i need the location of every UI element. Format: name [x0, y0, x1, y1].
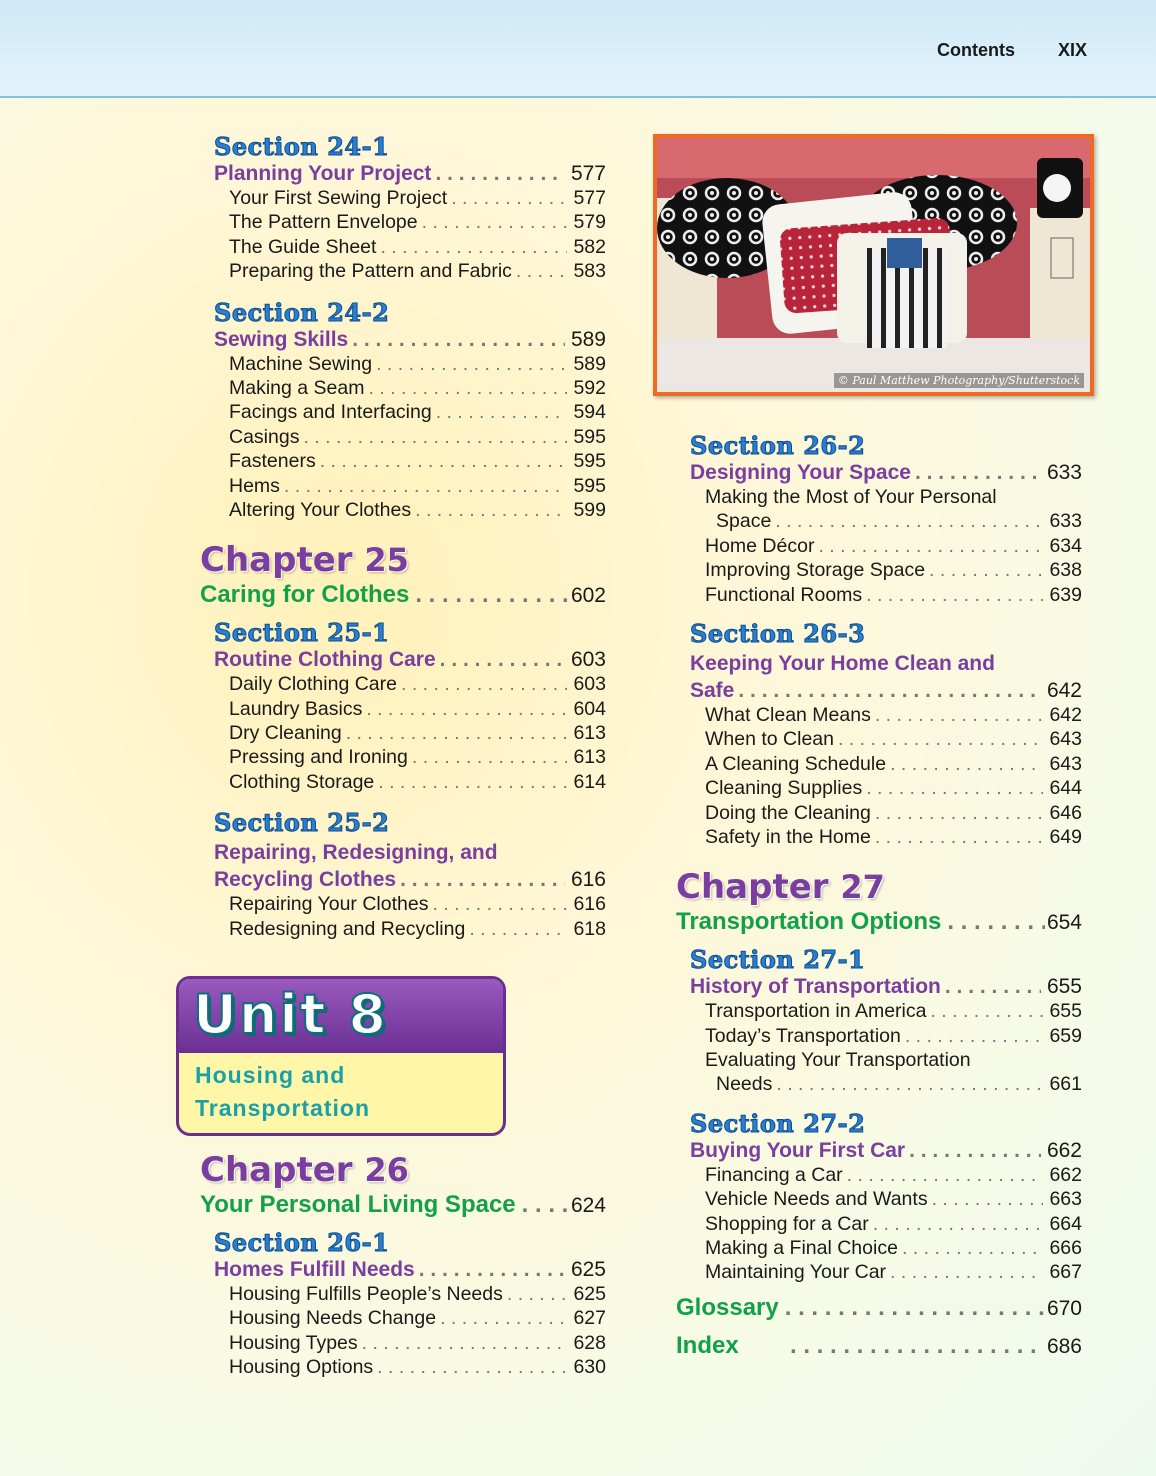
toc-entry[interactable]: Dry Cleaning . . . 613: [229, 721, 606, 745]
toc-entry[interactable]: Vehicle Needs and Wants . . . 663: [705, 1187, 1082, 1211]
toc-entry-line[interactable]: Repairing, Redesigning, and: [214, 841, 498, 865]
toc-entry[interactable]: Improving Storage Space . . . 638: [705, 558, 1082, 582]
section-heading: Section 24-2: [214, 297, 390, 327]
toc-entry[interactable]: Functional Rooms . . . 639: [705, 583, 1082, 607]
toc-entry[interactable]: Redesigning and Recycling . . . 618: [229, 917, 606, 941]
section-heading: Section 26-1: [214, 1228, 390, 1257]
toc-entry[interactable]: Maintaining Your Car . . . 667: [705, 1260, 1082, 1284]
toc-entry[interactable]: Repairing Your Clothes . . . 616: [229, 892, 606, 916]
toc-entry[interactable]: Making a Final Choice . . . 666: [705, 1236, 1082, 1260]
toc-entry[interactable]: What Clean Means . . . 642: [705, 703, 1082, 727]
toc-entry[interactable]: Facings and Interfacing . . . 594: [229, 400, 606, 424]
toc-entry[interactable]: Machine Sewing . . . 589: [229, 352, 606, 376]
section-heading: Section 26-3: [690, 618, 866, 648]
toc-entry[interactable]: Fasteners . . . 595: [229, 449, 606, 473]
chapter-heading: Chapter 26: [200, 1150, 409, 1190]
toc-entry[interactable]: Safe . . . 642: [690, 679, 1082, 703]
toc-entry[interactable]: Housing Types . . . 628: [229, 1331, 606, 1355]
toc-entry[interactable]: Shopping for a Car . . . 664: [705, 1212, 1082, 1236]
toc-entry[interactable]: Cleaning Supplies . . . 644: [705, 776, 1082, 800]
toc-entry[interactable]: Laundry Basics . . . 604: [229, 697, 606, 721]
section-heading: Section 25-1: [214, 618, 390, 648]
toc-entry[interactable]: Space . . . 633: [716, 509, 1082, 533]
toc-entry[interactable]: Planning Your Project . . . 577: [214, 162, 606, 186]
toc-entry[interactable]: Routine Clothing Care . . . 603: [214, 648, 606, 672]
chapter-title-entry[interactable]: Transportation Options . . . 654: [676, 907, 1082, 937]
left-column-lower: [200, 1150, 606, 1380]
toc-entry[interactable]: Doing the Cleaning . . . 646: [705, 801, 1082, 825]
unit-banner[interactable]: [176, 976, 506, 1136]
toc-entry[interactable]: Housing Options . . . 630: [229, 1355, 606, 1379]
unit-title: Unit 8: [193, 983, 388, 1046]
photo-credit: © Paul Matthew Photography/Shutterstock: [834, 373, 1084, 388]
toc-entry[interactable]: Homes Fulfill Needs . . . 625: [214, 1258, 606, 1282]
toc-entry[interactable]: Buying Your First Car . . . 662: [690, 1139, 1082, 1163]
toc-entry-line[interactable]: Keeping Your Home Clean and: [690, 651, 995, 675]
index-entry[interactable]: Index . . . 686: [676, 1331, 1082, 1361]
toc-entry[interactable]: Your First Sewing Project . . . 577: [229, 186, 606, 210]
toc-entry[interactable]: Recycling Clothes . . . 616: [214, 868, 606, 892]
section-heading: Section 27-2: [690, 1108, 866, 1138]
section-heading: Section 25-2: [214, 808, 390, 838]
toc-entry-line[interactable]: Evaluating Your Transportation: [705, 1049, 971, 1072]
toc-entry[interactable]: Casings . . . 595: [229, 425, 606, 449]
left-column: [200, 132, 606, 941]
toc-entry[interactable]: Designing Your Space . . . 633: [690, 461, 1082, 485]
chapter-heading: Chapter 25: [200, 540, 409, 581]
bedroom-photo: [653, 134, 1094, 396]
glossary-entry[interactable]: Glossary . . . 670: [676, 1293, 1082, 1323]
toc-entry[interactable]: Altering Your Clothes . . . 599: [229, 498, 606, 522]
toc-entry[interactable]: A Cleaning Schedule . . . 643: [705, 752, 1082, 776]
toc-entry[interactable]: Housing Needs Change . . . 627: [229, 1306, 606, 1330]
toc-entry[interactable]: Daily Clothing Care . . . 603: [229, 672, 606, 696]
header-page-number: XIX: [1058, 40, 1088, 60]
toc-entry[interactable]: The Pattern Envelope . . . 579: [229, 210, 606, 234]
toc-entry[interactable]: Pressing and Ironing . . . 613: [229, 745, 606, 769]
section-heading: Section 24-1: [214, 132, 390, 161]
toc-entry[interactable]: Transportation in America . . . 655: [705, 999, 1082, 1023]
toc-entry[interactable]: Hems . . . 595: [229, 474, 606, 498]
toc-entry[interactable]: Housing Fulfills People’s Needs . . . 625: [229, 1282, 606, 1306]
toc-entry[interactable]: Needs . . . 661: [716, 1072, 1082, 1096]
toc-entry[interactable]: Financing a Car . . . 662: [705, 1163, 1082, 1187]
toc-entry[interactable]: History of Transportation . . . 655: [690, 975, 1082, 999]
toc-entry[interactable]: When to Clean . . . 643: [705, 727, 1082, 751]
right-column: [676, 431, 1082, 1361]
pillows-illustration: [657, 138, 1090, 392]
section-heading: Section 27-1: [690, 945, 866, 975]
unit-banner-top: [179, 979, 503, 1053]
toc-entry[interactable]: Home Décor . . . 634: [705, 534, 1082, 558]
section-heading: Section 26-2: [690, 431, 866, 460]
header-label: Contents: [937, 40, 1015, 60]
toc-entry-line[interactable]: Making the Most of Your Personal: [705, 486, 997, 508]
unit-subtitle: Housing and Transportation: [195, 1062, 371, 1121]
toc-entry[interactable]: Today’s Transportation . . . 659: [705, 1024, 1082, 1048]
chapter-title-entry[interactable]: Caring for Clothes . . . 602: [200, 580, 606, 610]
chapter-title-entry[interactable]: Your Personal Living Space . . . 624: [200, 1190, 606, 1220]
toc-entry[interactable]: Sewing Skills . . . 589: [214, 328, 606, 352]
toc-entry[interactable]: Making a Seam . . . 592: [229, 376, 606, 400]
chapter-heading: Chapter 27: [676, 867, 885, 908]
toc-entry[interactable]: Preparing the Pattern and Fabric . . . 583: [229, 259, 606, 283]
toc-entry[interactable]: Safety in the Home . . . 649: [705, 825, 1082, 849]
toc-entry[interactable]: Clothing Storage . . . 614: [229, 770, 606, 794]
toc-entry[interactable]: The Guide Sheet . . . 582: [229, 235, 606, 259]
